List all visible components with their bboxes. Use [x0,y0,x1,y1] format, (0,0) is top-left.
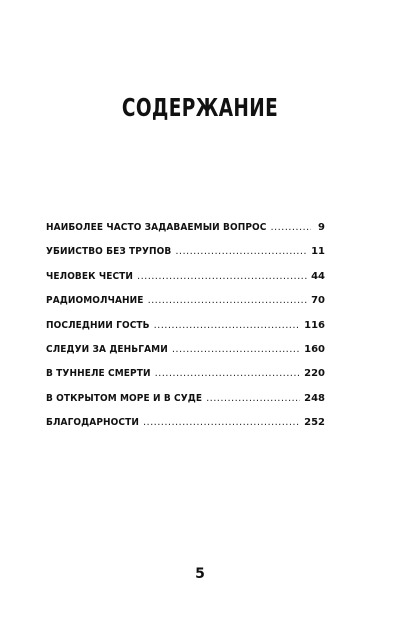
toc-entry[interactable] [46,417,325,441]
page-title: СОДЕРЖАНИЕ [121,93,279,122]
dot-leader [154,320,301,331]
toc-entry-page: 248 [304,392,325,404]
dot-leader [148,295,308,306]
page-number: 5 [195,566,205,582]
dot-leader [137,271,307,282]
toc-entry-title: ЧЕЛОВЕК ЧЕСТИ [46,270,134,282]
toc-entry-title: УБИЙСТВО БЕЗ ТРУПОВ [46,246,172,258]
dot-leader [143,417,300,428]
toc-entry[interactable] [46,222,325,246]
toc-entry-title: БЛАГОДАРНОСТИ [46,417,139,429]
toc-entry[interactable] [46,344,325,368]
toc-entry[interactable] [46,295,325,319]
dot-leader [155,368,301,379]
toc-entry-page: 220 [304,368,325,380]
table-of-contents [46,222,325,442]
toc-entry-page: 70 [311,295,325,307]
toc-entry-page: 11 [311,246,325,258]
toc-entry[interactable] [46,320,325,344]
toc-entry-page: 160 [304,343,325,355]
toc-entry-title: ПОСЛЕДНИЙ ГОСТЬ [46,319,150,331]
toc-entry-title: В ОТКРЫТОМ МОРЕ И В СУДЕ [46,392,203,404]
toc-entry-page: 44 [311,270,325,282]
toc-entry[interactable] [46,246,325,270]
toc-entry-page: 116 [304,319,325,331]
dot-leader [206,393,300,404]
toc-entry-title: СЛЕДУЙ ЗА ДЕНЬГАМИ [46,343,168,355]
toc-entry-page: 252 [304,417,325,429]
toc-entry-title: В ТУННЕЛЕ СМЕРТИ [46,368,151,380]
toc-entry[interactable] [46,368,325,392]
toc-entry[interactable] [46,271,325,295]
dot-leader [172,344,300,355]
toc-entry-title: НАИБОЛЕЕ ЧАСТО ЗАДАВАЕМЫЙ ВОПРОС [46,222,267,233]
dot-leader [175,246,307,257]
dot-leader [270,222,311,233]
toc-entry-page: 9 [318,222,325,233]
toc-entry[interactable] [46,393,325,417]
toc-entry-title: РАДИОМОЛЧАНИЕ [46,295,144,307]
